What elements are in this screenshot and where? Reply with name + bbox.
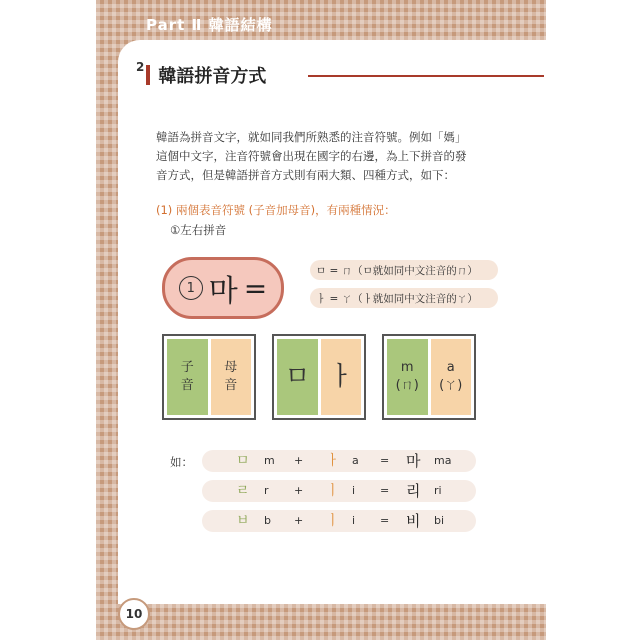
vowel-column — [431, 339, 472, 415]
equals-sign: = — [380, 484, 390, 497]
result-roman: bi — [434, 514, 445, 527]
zhuyin: (ㄚ) — [439, 378, 463, 393]
consonant-column — [277, 339, 318, 415]
result-syllable: 비 — [406, 512, 421, 530]
plus-sign: + — [294, 454, 304, 467]
vowel-jamo: ㅣ — [326, 483, 340, 499]
chapter-header: Part Ⅱ 韓語結構 — [146, 16, 273, 34]
consonant-jamo: ㄹ — [236, 483, 250, 499]
vowel-column — [211, 339, 252, 415]
consonant-column — [387, 339, 428, 415]
romanization-box — [382, 334, 476, 420]
consonant-roman: m — [264, 454, 275, 467]
page-background — [96, 0, 546, 640]
equals-sign: = — [243, 271, 268, 305]
result-roman: ri — [434, 484, 442, 497]
section-title — [136, 60, 266, 90]
examples-label: 如： — [170, 455, 193, 469]
vowel-column — [321, 339, 362, 415]
example-card — [162, 257, 284, 319]
label-char: 音 — [224, 378, 238, 393]
equals-sign: = — [380, 454, 390, 467]
example-syllable: 마 — [208, 274, 238, 309]
section-bar — [146, 65, 150, 85]
vowel-roman: a — [352, 454, 359, 467]
consonant-column — [167, 339, 208, 415]
structure-box — [162, 334, 256, 420]
intro-line: 韓語為拼音文字，就如同我們所熟悉的注音符號。例如「媽」 — [156, 130, 467, 144]
method-label: ①左右拼音 — [170, 223, 227, 237]
section-number: 2 — [136, 60, 145, 74]
jamo-vowel: ㅏ — [328, 362, 354, 392]
vowel-jamo: ㅣ — [326, 513, 340, 529]
consonant-roman: b — [264, 514, 271, 527]
subheading: (1) 兩個表音符號 (子音加母音)，有兩種情況： — [156, 203, 396, 217]
label-char: 音 — [180, 378, 194, 393]
page-number: 10 — [118, 598, 150, 630]
example-row — [202, 450, 476, 472]
consonant-roman: r — [264, 484, 269, 497]
section-divider — [308, 75, 544, 77]
label-char: 子 — [180, 360, 194, 375]
example-row — [202, 480, 476, 502]
result-roman: ma — [434, 454, 452, 467]
note-vowel: ㅏ = ㄚ（ㅏ就如同中文注音的ㄚ） — [310, 288, 498, 308]
plus-sign: + — [294, 514, 304, 527]
example-row — [202, 510, 476, 532]
consonant-jamo: ㅁ — [236, 453, 250, 469]
jamo-consonant: ㅁ — [284, 362, 310, 392]
circle-number: 1 — [179, 276, 203, 300]
intro-line: 音方式，但是韓語拼音方式則有兩大類、四種方式，如下： — [156, 168, 455, 182]
intro-paragraph — [156, 128, 496, 185]
jamo-box — [272, 334, 366, 420]
content-panel — [118, 40, 546, 604]
label-char: 母 — [224, 360, 238, 375]
vowel-roman: i — [352, 514, 356, 527]
section-heading: 韓語拼音方式 — [158, 66, 267, 87]
romanization: m — [400, 360, 414, 375]
romanization: a — [446, 360, 455, 375]
intro-line: 這個中文字，注音符號會出現在國字的右邊，為上下拼音的發 — [156, 149, 467, 163]
equals-sign: = — [380, 514, 390, 527]
note-consonant: ㅁ = ㄇ（ㅁ就如同中文注音的ㄇ） — [310, 260, 498, 280]
consonant-jamo: ㅂ — [236, 513, 250, 529]
result-syllable: 마 — [406, 452, 421, 470]
plus-sign: + — [294, 484, 304, 497]
zhuyin: (ㄇ) — [395, 378, 419, 393]
result-syllable: 리 — [406, 482, 421, 500]
vowel-jamo: ㅏ — [326, 453, 340, 469]
vowel-roman: i — [352, 484, 356, 497]
